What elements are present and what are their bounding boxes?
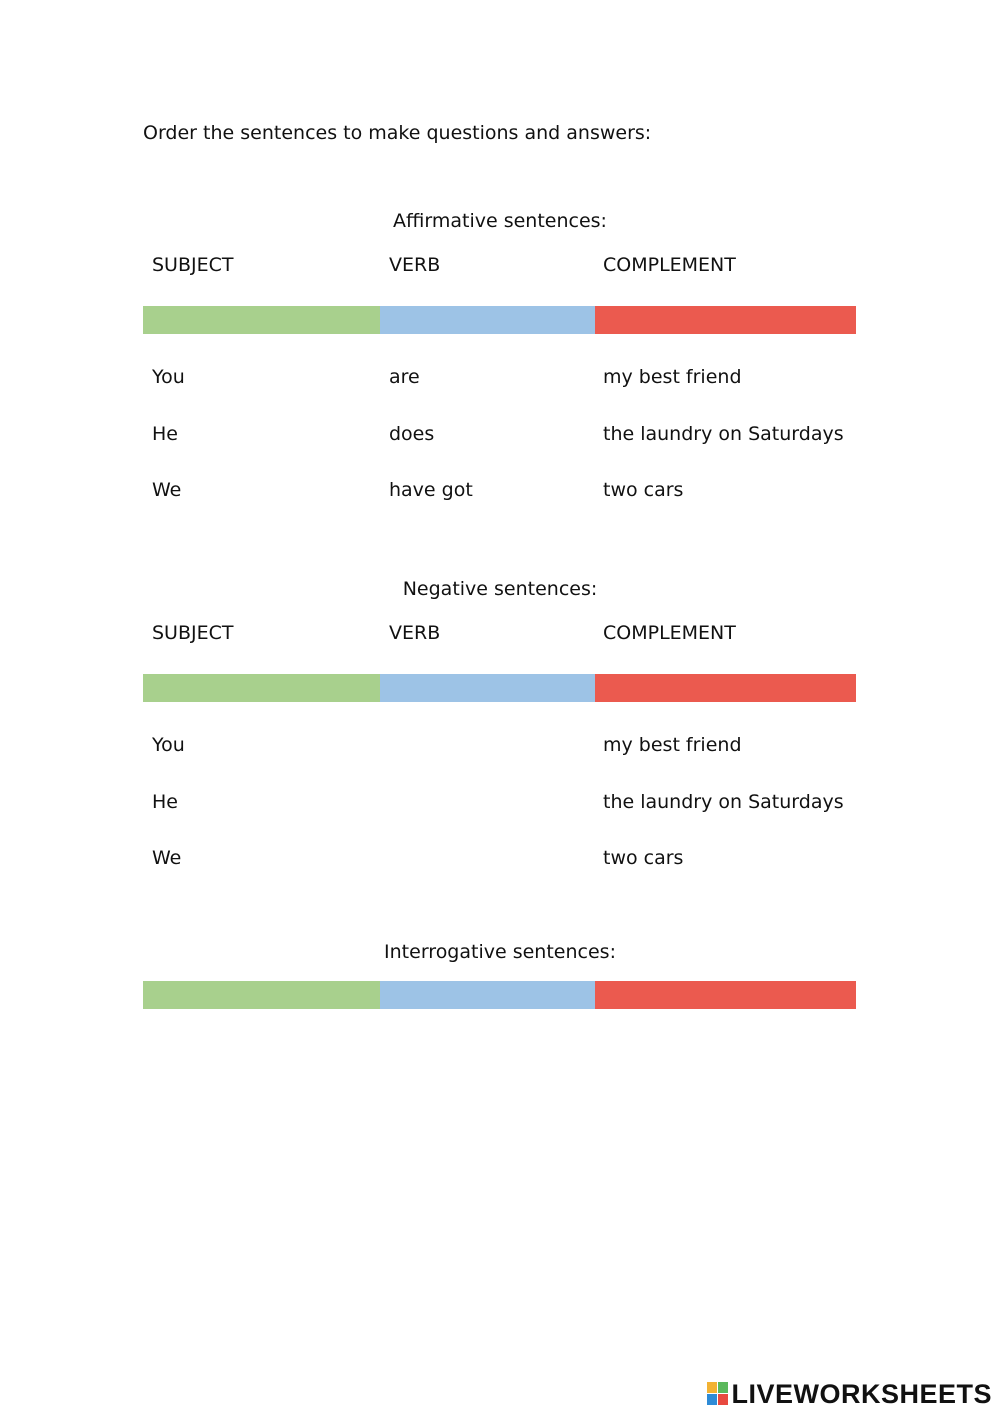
affirmative-subject-slot[interactable]: [143, 306, 380, 334]
negative-header-subject: SUBJECT: [152, 622, 234, 644]
affirmative-header-verb: VERB: [389, 254, 441, 276]
interrogative-complement-slot[interactable]: [595, 981, 856, 1009]
interrogative-title: Interrogative sentences:: [384, 941, 616, 963]
affirmative-drop-bar[interactable]: [143, 306, 856, 334]
word-card-complement[interactable]: the laundry on Saturdays: [603, 423, 844, 445]
word-card-subject[interactable]: We: [152, 847, 182, 869]
interrogative-verb-slot[interactable]: [380, 981, 595, 1009]
liveworksheets-logo: [707, 1378, 992, 1410]
word-card-complement[interactable]: my best friend: [603, 366, 742, 388]
word-card-subject[interactable]: He: [152, 423, 178, 445]
affirmative-header-complement: COMPLEMENT: [603, 254, 736, 276]
affirmative-title: Affirmative sentences:: [393, 210, 607, 232]
word-card-subject[interactable]: You: [152, 734, 185, 756]
negative-verb-slot[interactable]: [380, 674, 595, 702]
negative-complement-slot[interactable]: [595, 674, 856, 702]
negative-header-complement: COMPLEMENT: [603, 622, 736, 644]
liveworksheets-logo-icon: [707, 1382, 729, 1406]
affirmative-header-subject: SUBJECT: [152, 254, 234, 276]
word-card-verb[interactable]: have got: [389, 479, 473, 501]
liveworksheets-logo-text: LIVEWORKSHEETS: [731, 1378, 992, 1409]
interrogative-subject-slot[interactable]: [143, 981, 380, 1009]
word-card-subject[interactable]: He: [152, 791, 178, 813]
interrogative-drop-bar[interactable]: [143, 981, 856, 1009]
affirmative-complement-slot[interactable]: [595, 306, 856, 334]
affirmative-verb-slot[interactable]: [380, 306, 595, 334]
word-card-complement[interactable]: my best friend: [603, 734, 742, 756]
word-card-complement[interactable]: two cars: [603, 479, 684, 501]
negative-title: Negative sentences:: [402, 578, 598, 600]
word-card-verb[interactable]: does: [389, 423, 435, 445]
instruction-text: Order the sentences to make questions and answers:: [143, 122, 652, 144]
word-card-complement[interactable]: the laundry on Saturdays: [603, 791, 844, 813]
word-card-subject[interactable]: You: [152, 366, 185, 388]
negative-subject-slot[interactable]: [143, 674, 380, 702]
negative-drop-bar[interactable]: [143, 674, 856, 702]
word-card-verb[interactable]: are: [389, 366, 420, 388]
negative-header-verb: VERB: [389, 622, 441, 644]
word-card-subject[interactable]: We: [152, 479, 182, 501]
word-card-complement[interactable]: two cars: [603, 847, 684, 869]
